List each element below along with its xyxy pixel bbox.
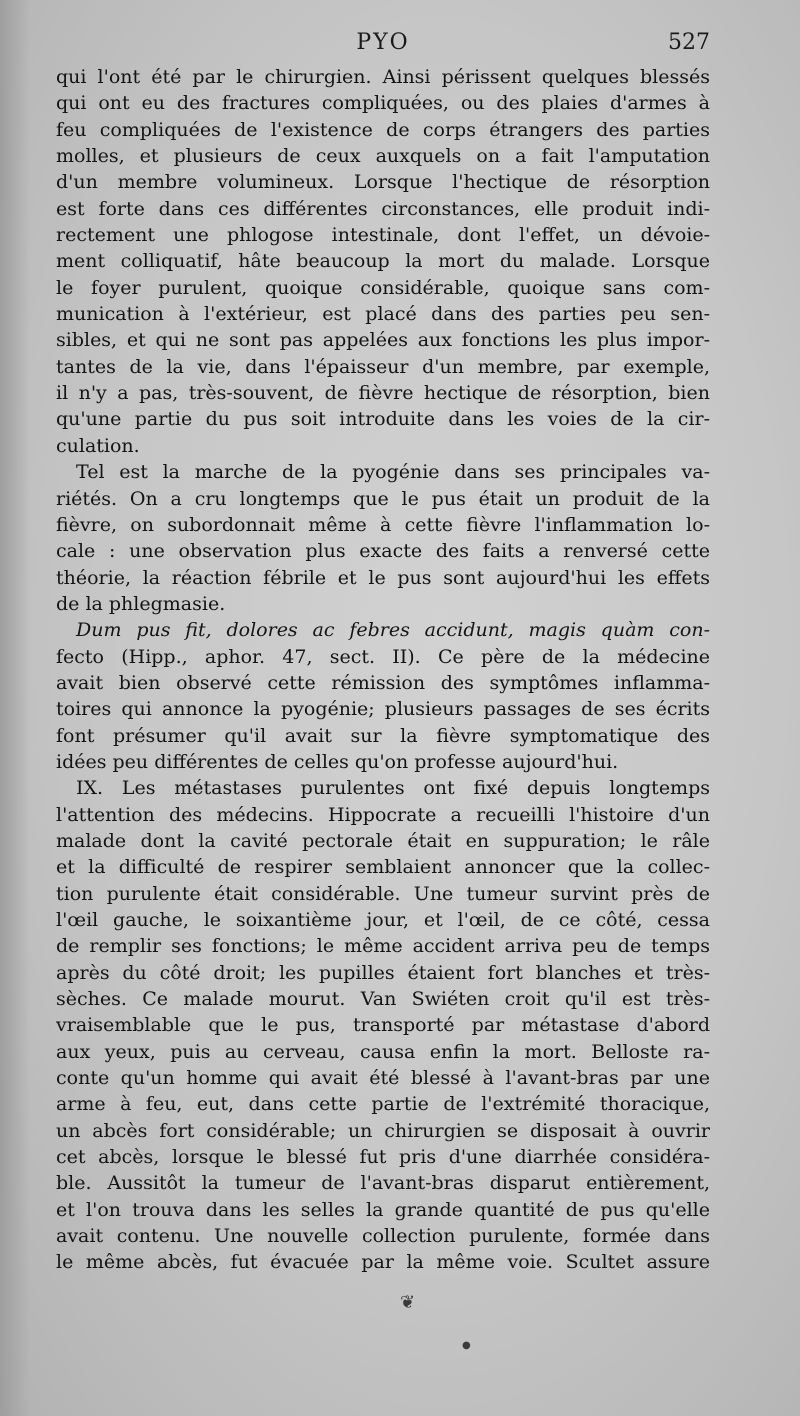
text-line: ment colliquatif, hâte beaucoup la mort du malade. Lorsque xyxy=(56,250,710,273)
text-line: munication à l'extérieur, est placé dans des parties peu sen- xyxy=(56,303,710,326)
text-line: est forte dans ces différentes circonstances, elle produit indi- xyxy=(56,197,710,220)
text-line: d'un membre volumineux. Lorsque l'hectique de résorption xyxy=(56,171,710,194)
body-text xyxy=(56,64,710,1276)
text-line: arme à feu, eut, dans cette partie de l'extrémité thoracique, xyxy=(56,1093,710,1116)
text-line: sibles, et qui ne sont pas appelées aux fonctions les plus impor- xyxy=(56,329,710,352)
text-line: qui ont eu des fractures compliquées, ou des plaies d'armes à xyxy=(56,92,710,115)
text-line: l'œil gauche, le soixantième jour, et l'œil, de ce côté, cessa xyxy=(56,909,710,931)
text-line: tion purulente était considérable. Une tumeur survint près de xyxy=(56,882,710,905)
text-line: font présumer qu'il avait sur la fièvre symptomatique des xyxy=(56,724,710,747)
text-line: conte qu'un homme qui avait été blessé à l'avant-bras par une xyxy=(56,1067,710,1090)
text-line: l'attention des médecins. Hippocrate a recueilli l'histoire d'un xyxy=(56,803,710,826)
text-line: IX. Les métastases purulentes ont fixé depuis longtemps xyxy=(76,777,710,800)
text-line: idées peu différentes de celles qu'on professe aujourd'hui. xyxy=(56,750,619,773)
text-line: et l'on trouva dans les selles la grande quantité de pus qu'elle xyxy=(56,1198,710,1221)
text-line: riétés. On a cru longtemps que le pus était un produit de la xyxy=(56,487,710,510)
text-line: qu'une partie du pus soit introduite dans les voies de la cir- xyxy=(56,408,710,431)
text-line: vraisemblable que le pus, transporté par métastase d'abord xyxy=(56,1014,710,1037)
text-line: le foyer purulent, quoique considérable, quoique sans com- xyxy=(56,276,710,299)
page-number: 527 xyxy=(668,30,710,55)
text-line: de la phlegmasie. xyxy=(56,592,226,615)
text-line: ble. Aussitôt la tumeur de l'avant-bras disparut entièrement, xyxy=(56,1172,710,1195)
text-line: avait contenu. Une nouvelle collection purulente, formée dans xyxy=(56,1225,710,1248)
text-line: culation. xyxy=(56,434,140,457)
text-line: feu compliquées de l'existence de corps étrangers des parties xyxy=(56,118,710,141)
text-line: Tel est la marche de la pyogénie dans ses principales va- xyxy=(76,461,710,484)
text-line: malade dont la cavité pectorale était en suppuration; le râle xyxy=(56,829,710,852)
text-line: tantes de la vie, dans l'épaisseur d'un membre, par exemple, xyxy=(56,355,710,378)
text-line: après du côté droit; les pupilles étaient fort blanches et très- xyxy=(56,961,710,984)
text-line: fecto (Hipp., aphor. 47, sect. II). Ce père de la médecine xyxy=(56,645,710,668)
text-line: molles, et plusieurs de ceux auxquels on a fait l'amputation xyxy=(56,145,710,168)
text-line: toires qui annonce la pyogénie; plusieurs passages de ses écrits xyxy=(56,698,710,721)
text-line: de remplir ses fonctions; le même accident arriva peu de temps xyxy=(56,935,710,958)
text-line: il n'y a pas, très-souvent, de fièvre hectique de résorption, bien xyxy=(56,382,710,405)
text-line: aux yeux, puis au cerveau, causa enfin la mort. Belloste ra- xyxy=(56,1040,710,1063)
text-line: qui l'ont été par le chirurgien. Ainsi périssent quelques blessés xyxy=(56,66,710,88)
text-line: théorie, la réaction fébrile et le pus sont aujourd'hui les effets xyxy=(56,566,710,589)
running-head-title: PYO xyxy=(356,30,410,55)
text-line: avait bien observé cette rémission des symptômes inflamma- xyxy=(56,671,710,694)
page-gutter-shadow xyxy=(0,0,30,1416)
text-line: le même abcès, fut évacuée par la même voie. Scultet assure xyxy=(56,1251,710,1274)
ink-blot-mark: ❦ xyxy=(400,1292,416,1313)
text-line: et la difficulté de respirer semblaient annoncer que la collec- xyxy=(56,856,710,879)
text-line: rectement une phlogose intestinale, dont l'effet, un dévoie- xyxy=(56,224,710,247)
ink-speck-mark: ● xyxy=(462,1340,471,1351)
text-line: un abcès fort considérable; un chirurgien se disposait à ouvrir xyxy=(56,1119,710,1142)
text-line: cale : une observation plus exacte des faits a renversé cette xyxy=(56,540,710,563)
text-line: fièvre, on subordonnait même à cette fièvre l'inflammation lo- xyxy=(56,513,710,536)
text-line: Dum pus fit, dolores ac febres accidunt, magis quàm con- xyxy=(76,619,710,642)
running-head xyxy=(56,30,710,64)
text-line: sèches. Ce malade mourut. Van Swiéten croit qu'il est très- xyxy=(56,988,710,1011)
text-line: cet abcès, lorsque le blessé fut pris d'une diarrhée considéra- xyxy=(56,1146,710,1169)
